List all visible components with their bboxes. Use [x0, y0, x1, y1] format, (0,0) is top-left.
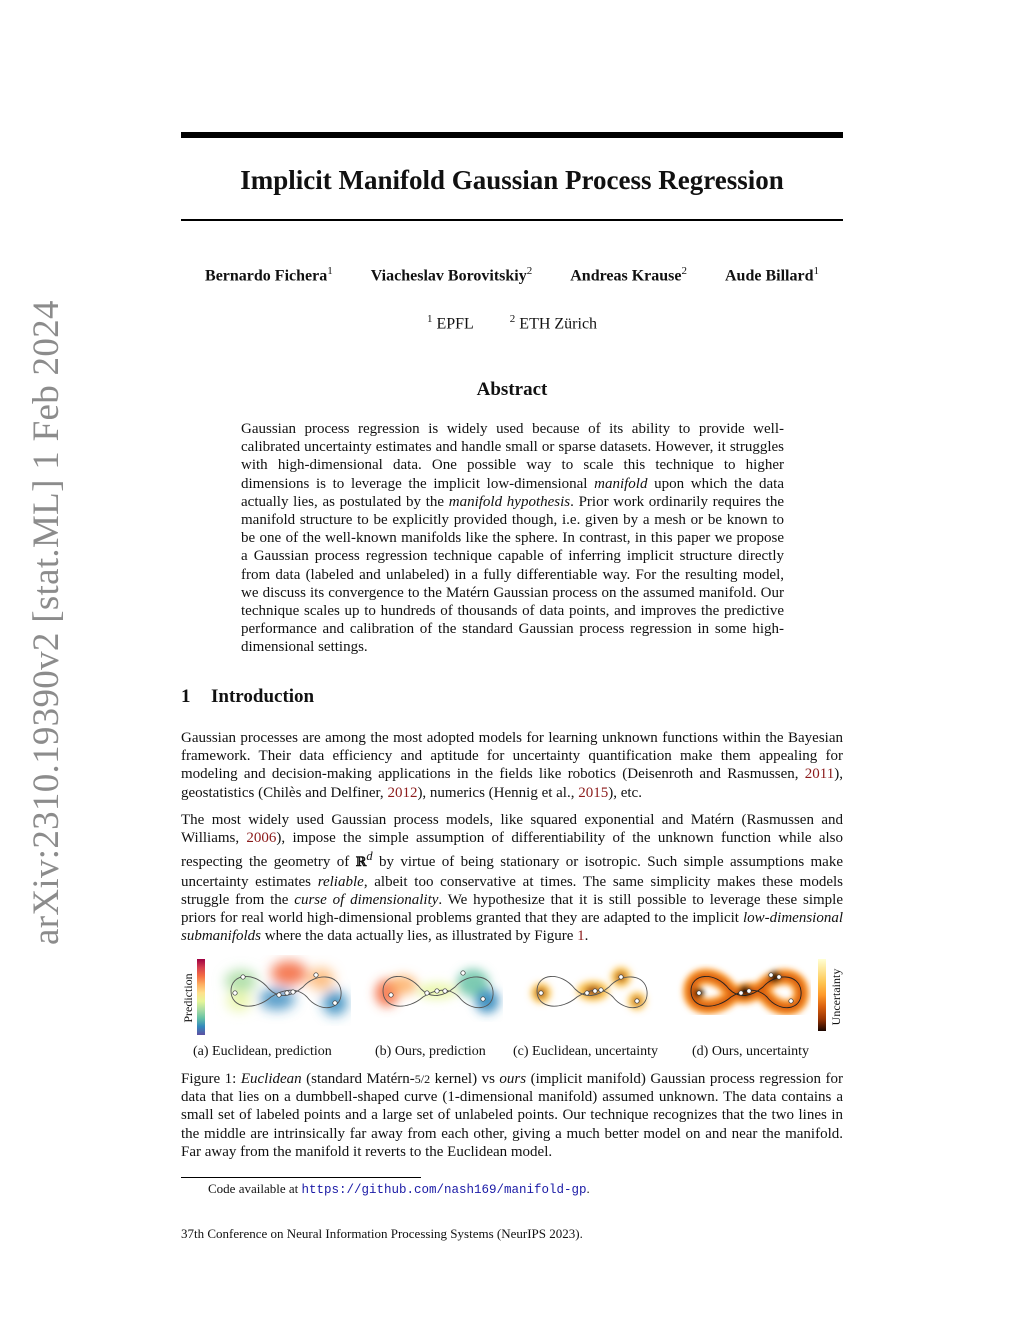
- author: Viacheslav Borovitskiy$^2$: [370, 265, 533, 285]
- affiliation: $^2$ ETH Zürich: [509, 313, 598, 333]
- author: Andreas Krause$^2$: [570, 265, 687, 285]
- intro-paragraph-1: Gaussian processes are among the most adopted models for learning unknown functions within the Bayesian framework. Their data efficiency and aptitude for uncertainty quantification make them appealing for modeling and decision-making applications in the fields like robotics (Deisenroth and Rasmussen, 2011), geostatistics (Chilès and Delfiner, 2012), numerics (Hennig et al., 2015), etc.: [181, 730, 843, 801]
- footnote-rule: [181, 1177, 421, 1178]
- intro-paragraph-2: The most widely used Gaussian process models, like squared exponential and Matérn (Rasmussen and Williams, 2006), impose the simple assumption of differentiability of the unknown function while also respecting the geometry of ℝ$^d$ by virtue of being stationary or isotropic. Such simple assumptions make uncertainty estimates reliable, albeit too conservative at times. The same simplicity makes these models struggle from the curse of dimensionality. We hypothesize that it is still possible to leverage these simple priors for real world high-dimensional problems granted that they are adapted to the implicit low-dimensional submanifolds where the data actually lies, as illustrated by Figure 1.: [181, 812, 844, 945]
- subcaption-a: (a) Euclidean, prediction: [193, 1044, 332, 1059]
- title-bottom-rule: [181, 219, 843, 221]
- panel-euclidean-uncertainty: [517, 955, 657, 1039]
- citation-link[interactable]: 2011: [804, 766, 835, 783]
- subcaption-b: (b) Ours, prediction: [375, 1044, 486, 1059]
- panel-euclidean-prediction: [211, 955, 351, 1039]
- svg-text:Uncertainty: Uncertainty: [829, 968, 843, 1026]
- author: Bernardo Fichera$^1$: [205, 265, 333, 285]
- panel-ours-uncertainty: [671, 955, 811, 1039]
- citation-link[interactable]: 2012: [387, 784, 418, 801]
- author-list: [181, 265, 843, 285]
- subcaption-d: (d) Ours, uncertainty: [692, 1044, 810, 1059]
- footnote: Code available at https://github.com/nash169/manifold-gp.: [208, 1181, 590, 1197]
- abstract-heading: Abstract: [476, 379, 548, 400]
- author: Aude Billard$^1$: [725, 265, 819, 285]
- figure-reference-link[interactable]: 1: [577, 928, 585, 945]
- abstract-text: Gaussian process regression is widely used because of its ability to provide well-calibrated uncertainty estimates and handle small or sparse datasets. However, it struggles with high-dimensional data. One possible way to scale this technique to higher dimensions is to leverage the implicit low-dimensional manifold upon which the data actually lies, as postulated by the manifold hypothesis. Prior work ordinarily requires the manifold structure to be explicitly provided though, i.e. given by a mesh or be known to be one of the well-known manifolds like the sphere. In contrast, in this paper we propose a Gaussian process regression technique capable of inferring implicit structure directly from data (labeled and unlabeled) in a fully differentiable way. For the resulting model, we discuss its convergence to the Matérn Gaussian process on the assumed manifold. Our technique scales up to hundreds of thousands of data points, and improves the predictive performance and calibration of the standard Gaussian process regression in some high-dimensional settings.: [241, 421, 785, 656]
- paper-title: Implicit Manifold Gaussian Process Regression: [240, 165, 784, 195]
- title-top-rule: [181, 132, 843, 138]
- code-repository-link[interactable]: https://github.com/nash169/manifold-gp: [301, 1183, 587, 1197]
- uncertainty-axis-label: [827, 959, 845, 1035]
- panel-ours-prediction: [363, 955, 503, 1039]
- figure-1: [181, 955, 843, 1060]
- svg-text:Prediction: Prediction: [181, 973, 195, 1023]
- affiliation: $^1$ EPFL: [426, 313, 474, 333]
- arxiv-identifier: arXiv:2310.19390v2 [stat.ML] 1 Feb 2024: [26, 300, 67, 945]
- figure-caption: Figure 1: Euclidean (standard Matérn-5/2 kernel) vs ours (implicit manifold) Gaussian process regression for data that lies on a dumbbell-shaped curve (1-dimensional manifold) assumed unknown. The data contains a small set of labeled points and a large set of unlabeled points. Our technique recognizes that the two lines in the middle are intrinsically far away from each other, giving a much better model on and near the manifold. Far away from the manifold it reverts to the Euclidean model.: [181, 1071, 844, 1160]
- uncertainty-colorbar: [818, 959, 826, 1031]
- subcaption-c: (c) Euclidean, uncertainty: [513, 1044, 658, 1059]
- affiliation-list: [181, 313, 843, 333]
- citation-link[interactable]: 2015: [578, 784, 609, 801]
- prediction-axis-label: [179, 962, 197, 1034]
- prediction-colorbar: [197, 959, 205, 1035]
- section-heading-introduction: 1 Introduction: [181, 686, 315, 707]
- citation-link[interactable]: 2006: [246, 830, 277, 847]
- venue-note: 37th Conference on Neural Information Processing Systems (NeurIPS 2023).: [181, 1226, 583, 1241]
